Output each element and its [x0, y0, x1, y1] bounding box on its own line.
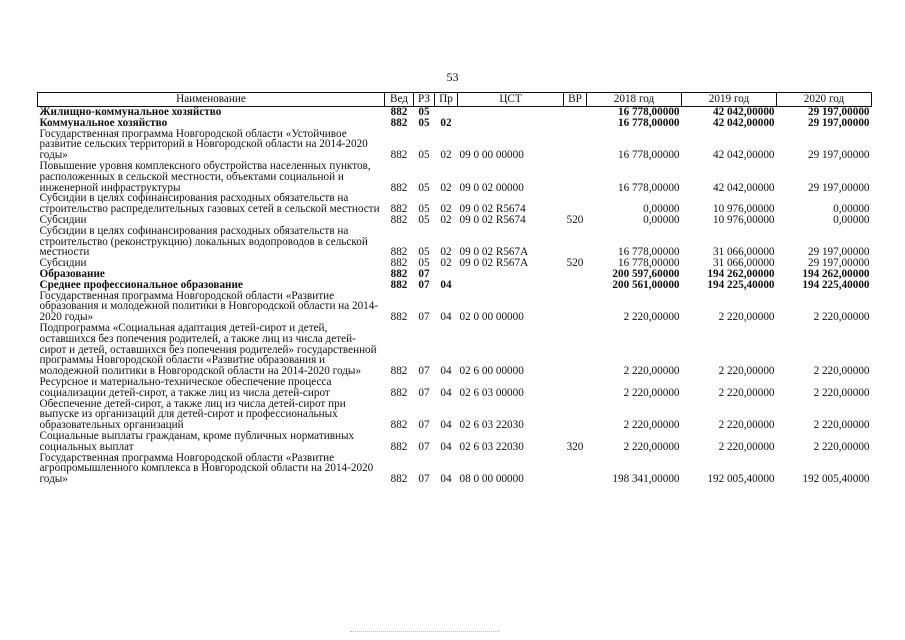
- cell-rz: 07: [418, 365, 430, 378]
- cell-2020: 2 220,00000: [813, 440, 870, 453]
- cell-2018: 200 561,00000: [612, 278, 680, 291]
- table-row: [38, 161, 872, 193]
- cell-2020: 2 220,00000: [813, 365, 870, 378]
- cell-vr: [564, 280, 587, 291]
- cell-rz: 05: [418, 149, 430, 162]
- table-row: [38, 377, 872, 399]
- cell-name: Государственная программа Новгородской области «Устойчивое развитие сельских территорий в Новгородской области на 2014-2020 годы»: [39, 127, 368, 162]
- cell-2020: 194 225,40000: [802, 278, 870, 291]
- cell-name: Субсидии: [39, 213, 87, 226]
- cell-2018: 198 341,00000: [612, 473, 680, 486]
- table-row: [38, 280, 872, 291]
- cell-rz: 05: [418, 246, 430, 259]
- header-name: Наименование: [38, 93, 385, 107]
- cell-2020: 29 197,00000: [807, 246, 870, 259]
- cell-vr: [564, 226, 587, 258]
- cell-rz: 05: [418, 106, 430, 118]
- table-row: [38, 323, 872, 377]
- cell-ved: 882: [390, 213, 408, 226]
- cell-pr: 02: [440, 181, 452, 194]
- cell-pr: 02: [440, 203, 452, 216]
- cell-2020: 2 220,00000: [813, 386, 870, 399]
- cell-vr: [564, 129, 587, 161]
- cell-2018: 2 220,00000: [623, 419, 680, 432]
- cell-2019: 2 220,00000: [718, 311, 775, 324]
- cell-2018: 16 778,00000: [617, 181, 680, 194]
- cell-cst: 09 0 02 R5674: [459, 203, 526, 216]
- table-header-row: [38, 93, 872, 107]
- cell-cst: 09 0 02 R567A: [459, 257, 529, 270]
- cell-2018: 2 220,00000: [623, 365, 680, 378]
- cell-2019: 42 042,00000: [712, 149, 775, 162]
- table-row: [38, 129, 872, 161]
- cell-vr: [564, 377, 587, 399]
- cell-pr: 04: [440, 473, 452, 486]
- cell-cst: 02 6 00 00000: [459, 365, 524, 378]
- cell-cst: [458, 280, 564, 291]
- cell-2018: 16 778,00000: [617, 257, 680, 270]
- budget-table: [37, 92, 872, 485]
- cell-vr: 520: [566, 213, 584, 226]
- cell-vr: [564, 107, 587, 118]
- cell-ved: 882: [390, 149, 408, 162]
- cell-2020: 29 197,00000: [807, 181, 870, 194]
- cell-rz: 07: [418, 440, 430, 453]
- cell-ved: 882: [390, 386, 408, 399]
- cell-2018: 16 778,00000: [617, 116, 680, 129]
- cell-rz: 07: [418, 278, 430, 291]
- table-body: [38, 107, 872, 485]
- cell-2019: 31 066,00000: [712, 257, 775, 270]
- cell-vr: [564, 193, 587, 215]
- cell-cst: 09 0 02 R5674: [459, 213, 526, 226]
- cell-2018: 16 778,00000: [617, 106, 680, 118]
- cell-2018: 0,00000: [643, 213, 680, 226]
- page-number: 53: [446, 70, 459, 84]
- cell-cst: 02 6 03 22030: [459, 440, 524, 453]
- cell-name: Ресурсное и материально-техническое обеспечение процесса социализации детей-сирот, а также лиц из числа детей-сирот: [39, 375, 332, 399]
- cell-2019: 194 262,00000: [707, 267, 775, 280]
- cell-cst: [458, 118, 564, 129]
- cell-cst: 02 6 03 22030: [459, 419, 524, 432]
- header-ved: Вед: [385, 93, 414, 107]
- cell-2019: 10 976,00000: [712, 203, 775, 216]
- cell-name: Государственная программа Новгородской области «Развитие агропромышленного комплекса в Новгородской области на 2014-2020 годы»: [39, 451, 374, 486]
- cell-2019: 42 042,00000: [712, 116, 775, 129]
- cell-vr: [564, 291, 587, 323]
- cell-ved: 882: [390, 203, 408, 216]
- cell-2020: 192 005,40000: [802, 473, 870, 486]
- cell-cst: 09 0 02 00000: [459, 181, 524, 194]
- cell-cst: 02 6 03 00000: [459, 386, 524, 399]
- table-row: [38, 118, 872, 129]
- cell-2018: 2 220,00000: [623, 311, 680, 324]
- cell-vr: [564, 269, 587, 280]
- cell-name: Образование: [39, 267, 105, 280]
- cell-2018: 2 220,00000: [623, 386, 680, 399]
- table-row: [38, 399, 872, 431]
- cell-2020: 2 220,00000: [813, 419, 870, 432]
- header-2018: 2018 год: [587, 93, 682, 107]
- cell-cst: 08 0 00 00000: [459, 473, 524, 486]
- cell-2018: 16 778,00000: [617, 246, 680, 259]
- cell-cst: 02 0 00 00000: [459, 311, 524, 324]
- cell-name: Повышение уровня комплексного обустройства населенных пунктов, расположенных в сельской местности, объектами социальной и инженерной инфраструктуры: [39, 159, 371, 194]
- cell-cst: 09 0 00 00000: [459, 149, 524, 162]
- cell-ved: 882: [390, 246, 408, 259]
- header-pr: Пр: [435, 93, 458, 107]
- cell-2019: 192 005,40000: [707, 473, 775, 486]
- cell-name: Обеспечение детей-сирот, а также лиц из числа детей-сирот при выпуске из организаций для детей-сирот и профессиональных образовательных организаций: [39, 397, 346, 432]
- cell-ved: 882: [390, 257, 408, 270]
- cell-pr: 04: [440, 419, 452, 432]
- cell-pr: 02: [440, 213, 452, 226]
- cell-name: Государственная программа Новгородской области «Развитие образования и молодежной политики в Новгородской области на 2014-2020 годы»: [39, 289, 379, 324]
- cell-rz: 07: [418, 419, 430, 432]
- table-row: [38, 431, 872, 453]
- header-2020: 2020 год: [777, 93, 872, 107]
- cell-2020: 2 220,00000: [813, 311, 870, 324]
- header-cst: ЦСТ: [458, 93, 564, 107]
- cell-name: Субсидии в целях софинансирования расходных обязательств на строительство распределительных газовых сетей в сельской местности: [39, 192, 380, 216]
- cell-2018: 2 220,00000: [623, 440, 680, 453]
- cell-2019: 2 220,00000: [718, 440, 775, 453]
- cell-ved: 882: [390, 267, 408, 280]
- cell-vr: 320: [566, 440, 584, 453]
- cell-rz: 05: [418, 116, 430, 129]
- cell-rz: 07: [418, 386, 430, 399]
- cell-rz: 07: [418, 267, 430, 280]
- cell-vr: 520: [566, 257, 584, 270]
- cell-2020: 29 197,00000: [807, 149, 870, 162]
- header-2019: 2019 год: [682, 93, 777, 107]
- cell-2020: 29 197,00000: [807, 106, 870, 118]
- cell-ved: 882: [390, 311, 408, 324]
- cell-2019: 2 220,00000: [718, 386, 775, 399]
- cell-ved: 882: [390, 278, 408, 291]
- cell-pr: 04: [440, 311, 452, 324]
- cell-cst: [458, 107, 564, 118]
- cell-pr: 02: [440, 246, 452, 259]
- header-vr: ВР: [564, 93, 587, 107]
- cell-2019: 10 976,00000: [712, 213, 775, 226]
- cell-2018: 200 597,60000: [612, 267, 680, 280]
- cell-pr: 02: [440, 116, 452, 129]
- cell-ved: 882: [390, 440, 408, 453]
- cell-pr: 04: [440, 386, 452, 399]
- cell-2019: 31 066,00000: [712, 246, 775, 259]
- cell-cst: 09 0 02 R567A: [459, 246, 529, 259]
- cell-ved: 882: [390, 419, 408, 432]
- cell-rz: 05: [418, 181, 430, 194]
- cell-ved: 882: [390, 365, 408, 378]
- cell-2019: 42 042,00000: [712, 106, 775, 118]
- cell-name: Субсидии в целях софинансирования расходных обязательств на строительство (реконструкцию) локальных водопроводов в сельской местности: [39, 224, 368, 259]
- cell-ved: 882: [390, 116, 408, 129]
- cell-pr: 04: [440, 365, 452, 378]
- cell-name: Жилищно-коммунальное хозяйство: [39, 106, 222, 118]
- cell-name: Подпрограмма «Социальная адаптация детей-сирот и детей, оставшихся без попечения родителей, а также лиц из числа детей-сирот и детей, оставшихся без попечения родителей» государственной программы Новгородской области «Развитие образования и молодежной политики в Новгородской области на 2014-2020 годы»: [39, 321, 377, 378]
- cell-name: Субсидии: [39, 257, 87, 270]
- cell-rz: 07: [418, 473, 430, 486]
- cell-rz: 05: [418, 257, 430, 270]
- cell-pr: 04: [440, 440, 452, 453]
- cell-rz: 05: [418, 213, 430, 226]
- cell-rz: 07: [418, 311, 430, 324]
- cell-vr: [564, 323, 587, 377]
- cell-2020: 0,00000: [833, 203, 870, 216]
- cell-2019: 194 225,40000: [707, 278, 775, 291]
- table-row: [38, 291, 872, 323]
- cell-pr: 02: [440, 149, 452, 162]
- cell-cst: [458, 269, 564, 280]
- cell-2019: 42 042,00000: [712, 181, 775, 194]
- cell-vr: [564, 118, 587, 129]
- cell-2019: 2 220,00000: [718, 365, 775, 378]
- header-rz: РЗ: [414, 93, 435, 107]
- table-row: [38, 193, 872, 215]
- cell-rz: 05: [418, 203, 430, 216]
- cell-2020: 29 197,00000: [807, 257, 870, 270]
- cell-vr: [564, 161, 587, 193]
- table-row: [38, 226, 872, 258]
- table-row: [38, 453, 872, 485]
- cell-name: Среднее профессиональное образование: [39, 278, 243, 291]
- cell-name: Коммунальное хозяйство: [39, 116, 168, 129]
- cell-vr: [564, 453, 587, 485]
- cell-2018: 16 778,00000: [617, 149, 680, 162]
- cell-2020: 194 262,00000: [802, 267, 870, 280]
- footer-scan-mark: [350, 631, 500, 635]
- cell-ved: 882: [390, 106, 408, 118]
- cell-name: Социальные выплаты гражданам, кроме публичных нормативных социальных выплат: [39, 429, 355, 453]
- cell-pr: 02: [440, 257, 452, 270]
- cell-2018: 0,00000: [643, 203, 680, 216]
- cell-2020: 29 197,00000: [807, 116, 870, 129]
- cell-ved: 882: [390, 473, 408, 486]
- cell-2019: 2 220,00000: [718, 419, 775, 432]
- cell-2020: 0,00000: [833, 213, 870, 226]
- cell-vr: [564, 399, 587, 431]
- cell-pr: 04: [440, 278, 452, 291]
- cell-ved: 882: [390, 181, 408, 194]
